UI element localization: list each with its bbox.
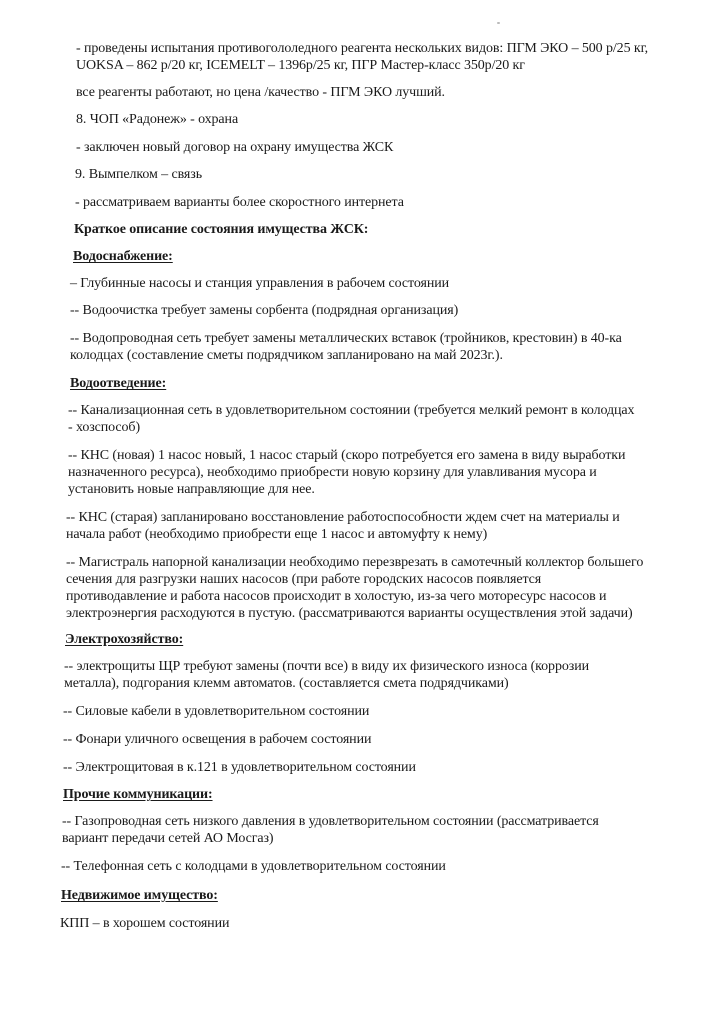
text-line: -- КНС (старая) запланировано восстановление работоспособности ждем счет на материалы и bbox=[66, 510, 620, 525]
scan-speck bbox=[497, 22, 500, 24]
text-line: электроэнергия расходуются в пустую. (рассматриваются варианты осуществления этой задачи) bbox=[66, 606, 633, 621]
text-line: -- Магистраль напорной канализации необходимо перезврезать в самотечный коллектор большего bbox=[66, 555, 644, 570]
text-line: -- Телефонная сеть с колодцами в удовлетворительном состоянии bbox=[61, 859, 446, 874]
text-line: противодавление и работа насосов происходит в холостую, из-за чего моторесурс насосов и bbox=[66, 589, 607, 604]
text-line: металла), подгорания клемм автоматов. (составляется смета подрядчиками) bbox=[64, 676, 509, 691]
text-line: назначенного ресурса), необходимо приобрести новую корзину для улавливания мусора и bbox=[68, 465, 597, 480]
text-line: 9. Вымпелком – связь bbox=[75, 167, 202, 182]
text-line: -- Фонари уличного освещения в рабочем состоянии bbox=[63, 732, 372, 747]
section-heading-other-utilities: Прочие коммуникации: bbox=[63, 787, 213, 802]
text-line: -- Канализационная сеть в удовлетворительном состоянии (требуется мелкий ремонт в колодцах bbox=[68, 403, 635, 418]
text-line: установить новые направляющие для нее. bbox=[68, 482, 315, 497]
section-heading-water-disposal: Водоотведение: bbox=[70, 376, 167, 391]
text-line: UOKSA – 862 р/20 кг, ICEMELT – 1396р/25 кг, ПГР Мастер-класс 350р/20 кг bbox=[76, 58, 525, 73]
text-line: - хозспособ) bbox=[68, 420, 141, 435]
text-line: КПП – в хорошем состоянии bbox=[60, 916, 230, 931]
text-line: сечения для разгрузки наших насосов (при работе городских насосов появляется bbox=[66, 572, 542, 587]
text-line: - рассматриваем варианты более скоростного интернета bbox=[75, 195, 404, 210]
text-line: -- Электрощитовая в к.121 в удовлетворительном состоянии bbox=[63, 760, 416, 775]
text-line: -- Водоочистка требует замены сорбента (подрядная организация) bbox=[70, 303, 459, 318]
text-line: -- Силовые кабели в удовлетворительном состоянии bbox=[63, 704, 370, 719]
section-heading-electrical: Электрохозяйство: bbox=[65, 632, 184, 647]
text-line: все реагенты работают, но цена /качество - ПГМ ЭКО лучший. bbox=[76, 85, 445, 100]
text-line: -- КНС (новая) 1 насос новый, 1 насос старый (скоро потребуется его замена в виду выработки bbox=[68, 448, 626, 463]
text-line: -- Газопроводная сеть низкого давления в удовлетворительном состоянии (рассматривается bbox=[62, 814, 599, 829]
text-line: начала работ (необходимо приобрести еще 1 насос и автомуфту к нему) bbox=[66, 527, 488, 542]
text-line: 8. ЧОП «Радонеж» - охрана bbox=[76, 112, 239, 127]
text-line: - заключен новый договор на охрану имущества ЖСК bbox=[76, 140, 394, 155]
text-line: колодцах (составление сметы подрядчиком запланировано на май 2023г.). bbox=[70, 348, 503, 363]
section-heading-water-supply: Водоснабжение: bbox=[73, 249, 173, 264]
text-line: - проведены испытания противогололедного реагента нескольких видов: ПГМ ЭКО – 500 р/25 кг, bbox=[76, 41, 649, 56]
text-line: -- Водопроводная сеть требует замены металлических вставок (тройников, крестовин) в 40-ка bbox=[70, 331, 622, 346]
section-title: Краткое описание состояния имущества ЖСК: bbox=[74, 222, 369, 237]
text-line: – Глубинные насосы и станция управления в рабочем состоянии bbox=[70, 276, 449, 291]
text-line: вариант передачи сетей АО Мосгаз) bbox=[62, 831, 274, 846]
section-heading-real-estate: Недвижимое имущество: bbox=[61, 888, 218, 903]
text-line: -- электрощиты ЩР требуют замены (почти все) в виду их физического износа (коррозии bbox=[64, 659, 589, 674]
